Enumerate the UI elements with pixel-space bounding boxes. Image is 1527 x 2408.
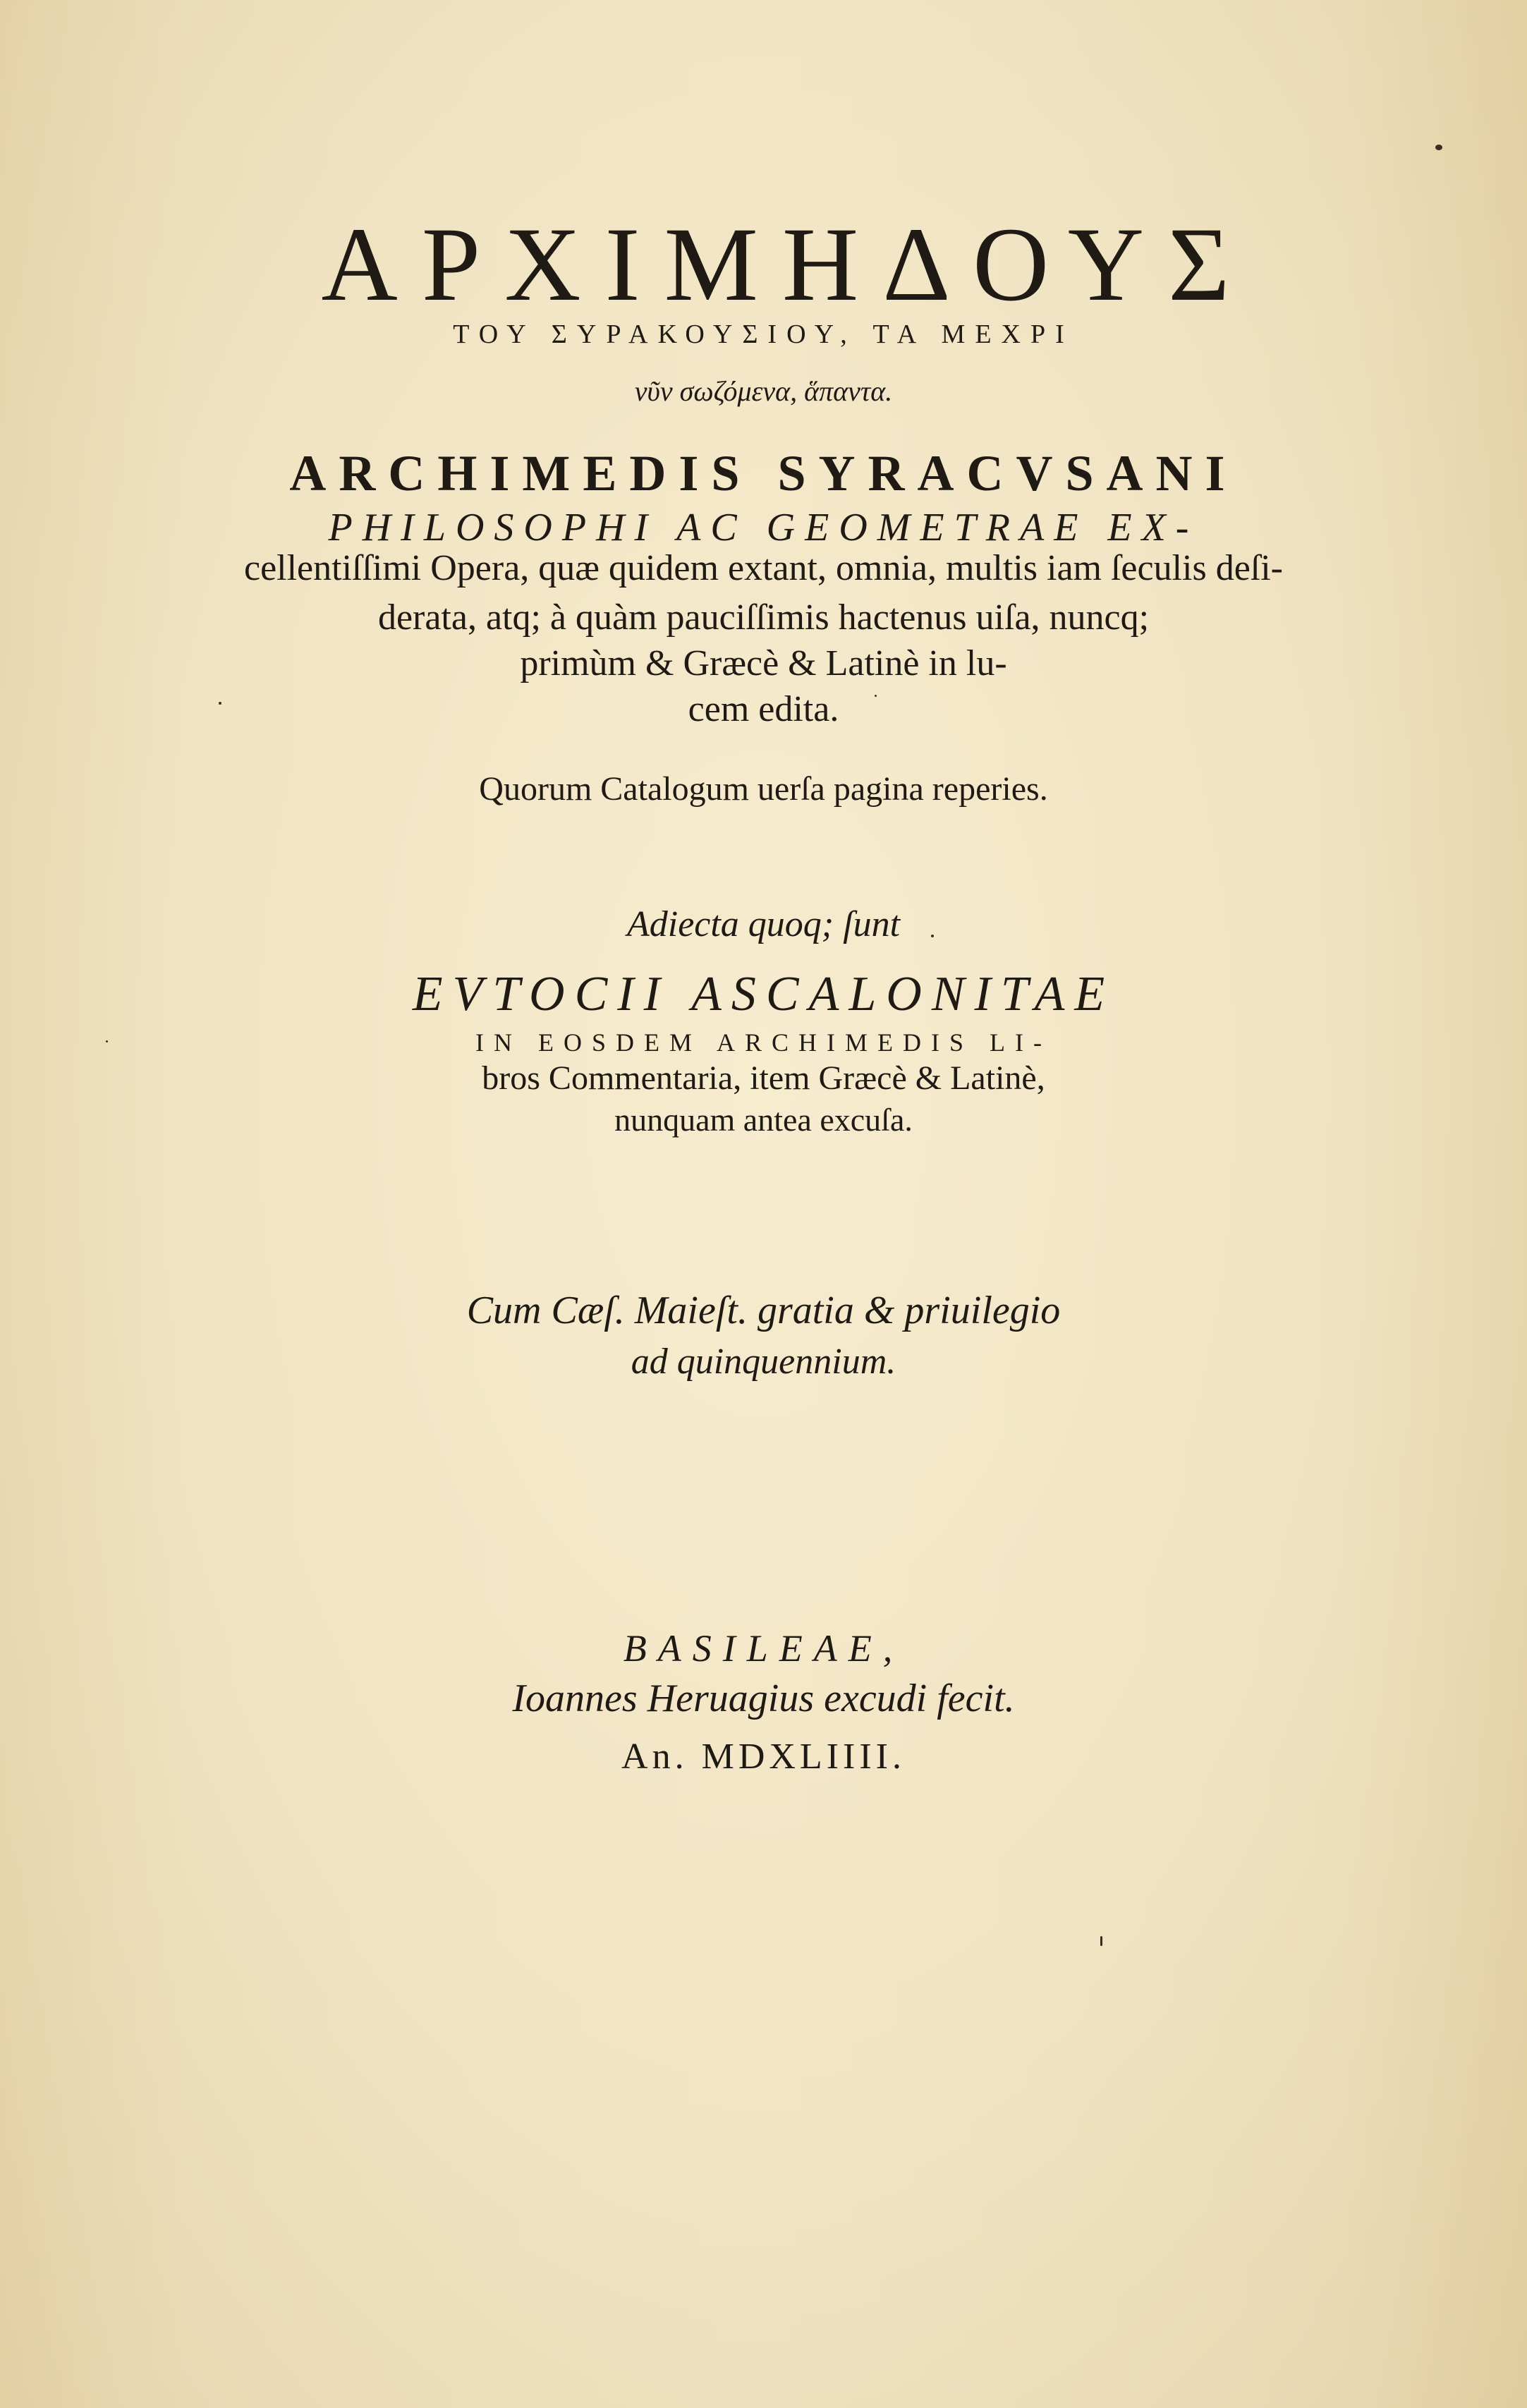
ink-speck xyxy=(219,702,221,705)
in-eosdem-line: IN EOSDEM ARCHIMEDIS LI- xyxy=(475,1028,1052,1057)
body-line: primùm & Græcè & Latinè in lu- xyxy=(520,643,1007,683)
ink-speck xyxy=(1100,1936,1102,1946)
greek-subtitle-line-1: ΤΟΥ ΣΥΡΑΚΟΥΣΙΟΥ, ΤΑ ΜΕΧΡΙ xyxy=(453,320,1074,349)
imprint-year: An. MDXLIIII. xyxy=(621,1737,906,1777)
imprint-place: BASILEAE, xyxy=(623,1627,904,1670)
latin-author-heading: ARCHIMEDIS SYRACVSANI xyxy=(289,445,1238,501)
privilege-line-1: Cum Cæſ. Maieſt. gratia & priuilegio xyxy=(466,1289,1061,1332)
ink-speck xyxy=(106,1040,108,1042)
privilege-line-2: ad quinquennium. xyxy=(631,1342,896,1382)
eutocius-heading: EVTOCII ASCALONITAE xyxy=(412,967,1115,1021)
body-line: cellentiſſimi Opera, quæ quidem extant, omnia, multis iam ſeculis deſi- xyxy=(243,548,1283,588)
ink-speck xyxy=(931,935,934,937)
commentaria-line: bros Commentaria, item Græcè & Latinè, xyxy=(482,1059,1045,1097)
greek-subtitle-line-2: νῦν σωζόμενα, ἅπαντα. xyxy=(634,375,893,407)
body-line: cem edita. xyxy=(688,689,839,729)
nunquam-line: nunquam antea excuſa. xyxy=(614,1102,913,1138)
greek-title: ΑΡΧΙΜΗΔΟΥΣ xyxy=(321,206,1254,323)
adiecta-line: Adiecta quoq; ſunt xyxy=(626,904,901,944)
ink-speck xyxy=(1435,145,1442,150)
body-line: derata, atq; à quàm pauciſſimis hactenus uiſa, nuncq; xyxy=(377,597,1150,638)
imprint-printer: Ioannes Heruagius excudi fecit. xyxy=(512,1677,1015,1720)
catalogue-note: Quorum Catalogum uerſa pagina reperies. xyxy=(479,770,1048,808)
ink-speck xyxy=(875,695,877,697)
latin-epithet: PHILOSOPHI AC GEOMETRAE EX- xyxy=(328,506,1199,549)
